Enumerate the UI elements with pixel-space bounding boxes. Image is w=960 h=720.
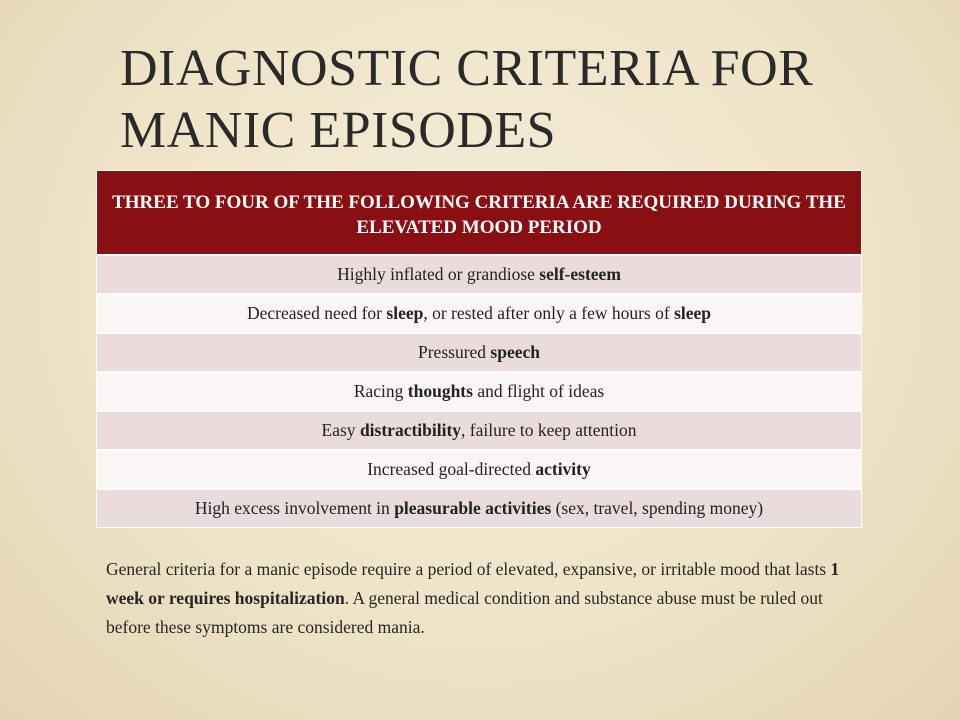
table-header: THREE TO FOUR OF THE FOLLOWING CRITERIA ARE REQUIRED DURING THE ELEVATED MOOD PERIOD [97,171,862,256]
criterion-cell: High excess involvement in pleasurable activities (sex, travel, spending money) [97,489,862,528]
criterion-cell: Racing thoughts and flight of ideas [97,372,862,411]
criterion-cell: Increased goal-directed activity [97,450,862,489]
criterion-cell: Easy distractibility, failure to keep attention [97,411,862,450]
criterion-cell: Highly inflated or grandiose self-esteem [97,255,862,294]
table-row [97,255,862,294]
table-header-row [97,171,862,256]
table-row [97,294,862,333]
criterion-cell: Decreased need for sleep, or rested after only a few hours of sleep [97,294,862,333]
criterion-cell: Pressured speech [97,333,862,372]
table-row [97,333,862,372]
general-criteria-note: General criteria for a manic episode require a period of elevated, expansive, or irritable mood that lasts 1 week or requires hospitalization. A general medical condition and substance abuse must be ruled out before these symptoms are considered mania. [106,559,840,637]
table-row [97,372,862,411]
table-row [97,411,862,450]
table-row [97,450,862,489]
criteria-table [96,170,862,528]
page-title: DIAGNOSTIC CRITERIA FOR MANIC EPISODES [120,40,814,159]
table-row [97,489,862,528]
